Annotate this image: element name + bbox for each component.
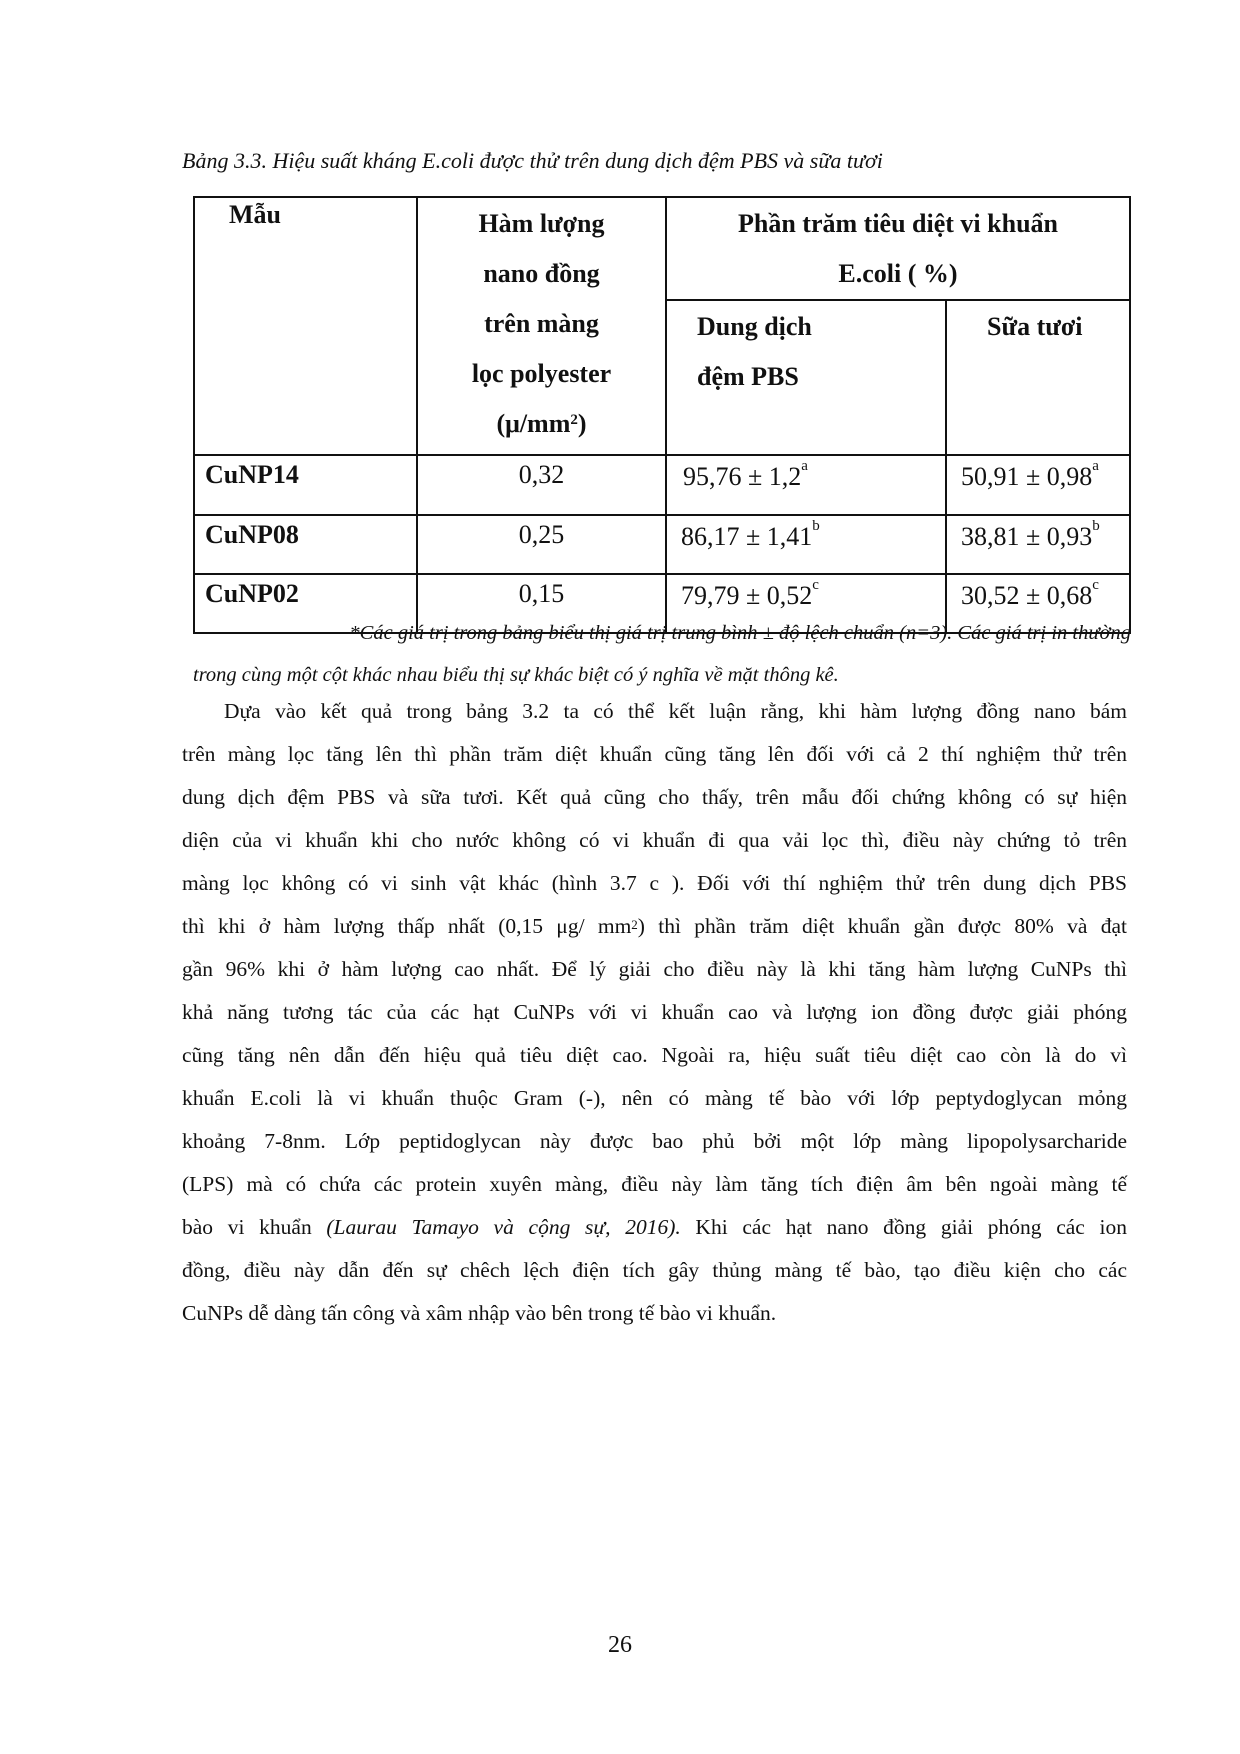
header-milk: Sữa tươi <box>946 300 1130 455</box>
results-table <box>193 196 1131 634</box>
cell-milk: 30,52 ± 0,68$^c$ <box>946 574 1130 633</box>
cell-pbs: 86,17 ± 1,41$^b$ <box>666 515 946 574</box>
header-content-line: nano đồng <box>483 259 600 288</box>
table-note-line: trong cùng một cột khác nhau biểu thị sự khác biệt có ý nghĩa về mặt thông kê. <box>193 664 839 686</box>
header-sample-label: Mẫu <box>229 200 281 229</box>
paragraph-line: CuNPs dễ dàng tấn công và xâm nhập vào bên trong tế bào vi khuẩn. <box>182 1301 777 1325</box>
table-caption: Bảng 3.3. Hiệu suất kháng E.coli được thử trên dung dịch đệm PBS và sữa tươi <box>182 148 883 173</box>
header-pbs: Dung dịch đệm PBS <box>666 300 946 455</box>
table-row <box>194 455 1130 515</box>
paragraph-line: khuẩn E.coli là vi khuẩn thuộc Gram (-), nên có màng tế bào với lớp peptydoglycan mỏng <box>182 1086 1127 1110</box>
cell-content: 0,25 <box>417 515 666 574</box>
cell-sample: CuNP08 <box>194 515 417 574</box>
cell-content: 0,32 <box>417 455 666 515</box>
header-kill-line: E.coli ( %) <box>838 259 958 288</box>
header-sample <box>194 197 417 455</box>
cell-milk: 50,91 ± 0,98$^a$ <box>946 455 1130 515</box>
paragraph-line: cũng tăng nên dẫn đến hiệu quả tiêu diệt cao. Ngoài ra, hiệu suất tiêu diệt cao còn là do vì <box>182 1043 1127 1067</box>
paragraph-line: (LPS) mà có chứa các protein xuyên màng, điều này làm tăng tích điện âm bên ngoài màng tế <box>182 1172 1127 1196</box>
paragraph-line: bào vi khuẩn (Laurau Tamayo và cộng sự, 2016). Khi các hạt nano đồng giải phóng các ion <box>182 1215 1127 1239</box>
cell-pbs: 95,76 ± 1,2$^a$ <box>666 455 946 515</box>
paragraph-line: dung dịch đệm PBS và sữa tươi. Kết quả cũng cho thấy, trên mẫu đối chứng không có sự hiện <box>182 785 1127 809</box>
cell-sample: CuNP14 <box>194 455 417 515</box>
paragraph-line: khả năng tương tác của các hạt CuNPs với vi khuẩn cao và lượng ion đồng được giải phóng <box>182 1000 1127 1024</box>
cell-content: 0,15 <box>417 574 666 633</box>
body-paragraph <box>182 690 1127 1335</box>
page-number: 26 <box>608 1632 632 1658</box>
paragraph-line: thì khi ở hàm lượng thấp nhất (0,15 μg/ $mm^2$) thì phần trăm diệt khuẩn gần được 80% và đạt <box>182 914 1127 938</box>
paragraph-line: màng lọc không có vi sinh vật khác (hình 3.7 c ). Đối với thí nghiệm thử trên dung dịch PBS <box>182 871 1127 895</box>
header-content-line: Hàm lượng <box>478 209 605 238</box>
paragraph-line: Dựa vào kết quả trong bảng 3.2 ta có thể kết luận rằng, khi hàm lượng đồng nano bám <box>224 699 1127 723</box>
table-row <box>194 515 1130 574</box>
table-header-row <box>194 197 1130 300</box>
header-content-line: lọc polyester <box>471 359 612 388</box>
header-kill-percent <box>666 197 1130 300</box>
header-content-unit: $(\mu/mm^2)$ <box>496 409 587 438</box>
paragraph-line: khoảng 7-8nm. Lớp peptidoglycan này được bao phủ bởi một lớp màng lipopolysarcharide <box>182 1129 1127 1153</box>
header-content <box>417 197 666 455</box>
header-content-line: trên màng <box>484 309 599 338</box>
header-kill-line: Phần trăm tiêu diệt vi khuẩn <box>738 209 1058 238</box>
paragraph-line: đồng, điều này dẫn đến sự chêch lệch điện tích gây thủng màng tế bào, tạo điều kiện cho các <box>182 1258 1127 1282</box>
paragraph-line: diện của vi khuẩn khi cho nước không có vi khuẩn đi qua vải lọc thì, điều này chứng tỏ trên <box>182 828 1127 852</box>
cell-pbs: 79,79 ± 0,52$^c$ <box>666 574 946 633</box>
paragraph-line: trên màng lọc tăng lên thì phần trăm diệt khuẩn cũng tăng lên đối với cả 2 thí nghiệm thử trên <box>182 742 1127 766</box>
cell-sample: CuNP02 <box>194 574 417 633</box>
paragraph-line: gần 96% khi ở hàm lượng cao nhất. Để lý giải cho điều này là khi tăng hàm lượng CuNPs thì <box>182 957 1127 981</box>
citation: (Laurau Tamayo và cộng sự, 2016). <box>326 1215 681 1239</box>
cell-milk: 38,81 ± 0,93$^b$ <box>946 515 1130 574</box>
table-note-line: *Các giá trị trong bảng biểu thị giá trị trung bình ± độ lệch chuẩn (n=3). Các giá trị in thường <box>349 622 1131 644</box>
